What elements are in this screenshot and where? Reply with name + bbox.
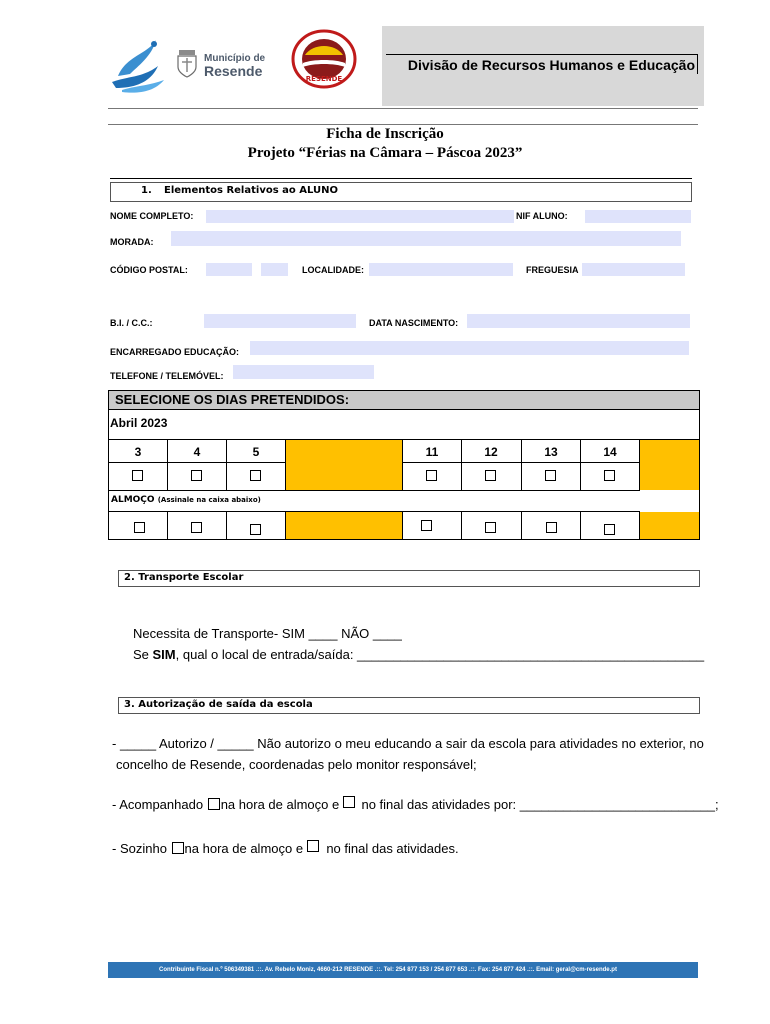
calendar-mid-line [108,462,285,463]
day-label: 14 [603,445,617,459]
data-nascimento-field[interactable] [467,314,690,328]
day-label: 11 [425,445,439,459]
alone-lunch-text: na hora de almoço e [184,841,304,856]
codigo-postal-field-2[interactable] [261,263,288,276]
lunch-checkbox[interactable] [250,524,261,535]
alone-lunch-checkbox[interactable] [172,842,184,854]
municipality-line2: Resende [204,63,263,79]
transport-location-bold: SIM [152,647,176,662]
calendar-col-line [167,511,168,539]
morada-field[interactable] [171,231,681,246]
day-checkbox[interactable] [426,470,437,481]
calendar-col-line [285,439,286,490]
morada-label: MORADA: [110,237,154,247]
day-checkbox[interactable] [191,470,202,481]
localidade-label: LOCALIDADE: [302,265,364,275]
encarregado-label: ENCARREGADO EDUCAÇÃO: [110,347,240,357]
section1-number: 1. [141,185,152,196]
calendar-closed-block-2 [640,440,699,490]
calendar-closed-block-1 [285,440,402,490]
freguesia-field[interactable] [582,263,685,276]
bi-label: B.I. / C.C.: [110,318,153,328]
lunch-checkbox[interactable] [191,522,202,533]
calendar-table [108,390,700,540]
calendar-mid-line [402,462,640,463]
section1-heading: Elementos Relativos ao ALUNO [164,185,338,196]
localidade-field[interactable] [369,263,513,276]
day-label: 5 [252,445,260,459]
day-label: 13 [544,445,558,459]
bi-field[interactable] [204,314,356,328]
accompanied-end-checkbox[interactable] [343,796,355,808]
lunch-hint: (Assinale na caixa abaixo) [157,496,261,504]
calendar-col-line [580,511,581,539]
lunch-label-text: ALMOÇO [111,495,155,505]
calendar-row-line-1 [108,439,700,440]
calendar-month: Abril 2023 [110,416,168,430]
lunch-label [111,495,261,505]
day-checkbox[interactable] [604,470,615,481]
section3-heading: 3. Autorização de saída da escola [124,699,313,710]
section2-heading: 2. Transporte Escolar [124,572,244,583]
alone-label: - Sozinho [112,841,167,856]
codigo-postal-field-1[interactable] [206,263,252,276]
day-checkbox[interactable] [545,470,556,481]
section1-top-rule [110,178,692,179]
nif-field[interactable] [585,210,691,223]
calendar-closed-block-3 [285,512,402,539]
lunch-checkbox[interactable] [546,522,557,533]
accompanied-line [112,794,719,815]
alone-line [112,838,459,859]
coat-of-arms-icon [176,50,198,78]
header-divider-2 [108,124,698,125]
alone-end-text: no final das atividades. [326,841,459,856]
calendar-col-line [402,511,403,539]
calendar-col-line [639,439,640,490]
calendar-row-line-2 [108,490,640,491]
calendar-col-line [639,511,640,539]
transport-question: Necessita de Transporte- SIM ____ NÃO ____ [133,626,402,641]
resende-seal-logo [291,29,357,89]
footer-contact: Contribuinte Fiscal n.º 506349381 .::. Av. Rebelo Moniz, 4660-212 RESENDE .::. Tel: 254 877 153 / 254 877 653 .::. Fax: 254 877 424 .::. Email: geral@cm-resende.pt [159,967,617,973]
telefone-label: TELEFONE / TELEMÓVEL: [110,371,224,381]
municipality-line1: Município de [204,53,266,64]
authorization-line-1: - _____ Autorizo / _____ Não autorizo o meu educando a sair da escola para atividades no exterior, no [112,736,704,751]
resende-bird-logo [108,36,170,94]
telefone-field[interactable] [233,365,374,379]
data-nascimento-label: DATA NASCIMENTO: [369,318,459,328]
calendar-col-line [521,511,522,539]
codigo-postal-label: CÓDIGO POSTAL: [110,265,188,275]
accompanied-label: - Acompanhado [112,797,204,812]
lunch-checkbox[interactable] [421,520,432,531]
nif-label: NIF ALUNO: [516,211,568,221]
alone-end-checkbox[interactable] [307,840,319,852]
encarregado-field[interactable] [250,341,689,355]
calendar-col-line [461,511,462,539]
calendar-col-line [285,511,286,539]
calendar-heading: SELECIONE OS DIAS PRETENDIDOS: [108,390,700,410]
division-title: Divisão de Recursos Humanos e Educação [386,54,698,74]
day-label: 3 [134,445,142,459]
transport-location-prefix: Se [133,647,153,662]
day-checkbox[interactable] [250,470,261,481]
calendar-closed-block-4 [640,512,699,539]
nome-field[interactable] [206,210,514,223]
day-label: 12 [484,445,498,459]
freguesia-label: FREGUESIA [526,265,579,275]
form-subtitle: Projeto “Férias na Câmara – Páscoa 2023” [247,145,523,161]
accompanied-end-text: no final das atividades por: ___________________________; [361,797,719,812]
accompanied-lunch-text: na hora de almoço e [220,797,340,812]
nome-label: NOME COMPLETO: [110,211,194,221]
day-label: 4 [193,445,201,459]
lunch-checkbox[interactable] [485,522,496,533]
seal-text: RESENDE [305,75,343,83]
calendar-col-line [226,511,227,539]
header-divider-1 [108,108,698,109]
form-title: Ficha de Inscrição [326,126,444,142]
day-checkbox[interactable] [132,470,143,481]
day-checkbox[interactable] [485,470,496,481]
transport-location [133,644,704,665]
lunch-checkbox[interactable] [604,524,615,535]
transport-location-rest: , qual o local de entrada/saída: ________________________________________________ [175,647,705,662]
accompanied-lunch-checkbox[interactable] [208,798,220,810]
lunch-checkbox[interactable] [134,522,145,533]
authorization-line-2: concelho de Resende, coordenadas pelo monitor responsável; [116,757,477,772]
